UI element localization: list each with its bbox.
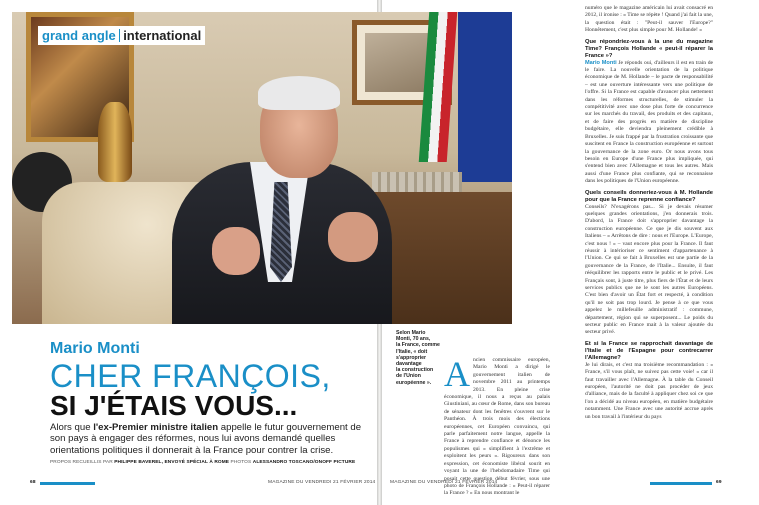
footer-left-magazine: MAGAZINE DU VENDREDI 21 FÉVRIER 2014 — [268, 480, 376, 485]
footer-right-magazine: MAGAZINE DU VENDREDI 21 FÉVRIER 2014 — [390, 480, 498, 485]
eu-flag — [458, 12, 512, 182]
body-column-intro: Ancien commissaire européen, Mario Monti a dirigé le gouvernement italien de novembre 2011 au printemps 2013. En pleine crise économique, il nous a reçus au palais Giustiniani, au cœur de Rome, dans son bureau de sénateur dont les fenêtres s'ouvrent sur le Panthéon. À trois mois des élections européennes, cet Européen convaincu, qui parle parfaitement notre langue, appelle la France à reprendre confiance et dénonce les populismes qui « simplifient à l'extrême et exploitent les peurs ». Rigoureux dans son expression, cet économiste libéral sourit en voyant la une de l'hebdomadaire Time qui posait cette question début février, sous une photo de François Hollande : « Peut-il réparer la France ? » En nous montrant le — [444, 354, 550, 497]
portrait-photo — [12, 12, 512, 324]
article-deck: Alors que l'ex-Premier ministre italien appelle le futur gouvernement de son pays à engager des réformes, nous lui avons demandé quelles orientations politiques il donnerait à la France pour contrer la crise. — [50, 422, 362, 456]
question-2: Quels conseils donneriez-vous à M. Hollande pour que la France reprenne confiance? — [585, 189, 713, 203]
footer-right: 69 — [716, 480, 722, 485]
vase — [98, 102, 132, 182]
section-label-secondary: international — [123, 28, 202, 43]
section-label — [38, 26, 205, 45]
section-label-primary: grand angle — [42, 28, 116, 43]
question-1: Que répondriez-vous à la une du magazine Time? François Hollande « peut-il réparer la France »? — [585, 38, 713, 59]
drop-cap: A — [444, 354, 470, 394]
section-label-divider — [119, 29, 121, 42]
body-column-interview: numéro que le magazine américain lui avait consacré en 2012, il ironise : « Time se répète ! Quand j'ai fait la une, la question était : "Peut-il sauver l'Europe?" Honnêtement, c'est plus simple pour M. Hollande! » Que répondriez-vous à la une du magazine Time? François Hollande « peut-il réparer la France »? Mario Monti Je réponds oui, d'ailleurs il est en train de le faire. La nouvelle orientation de la politique économique de M. Hollande – le pacte de responsabilité – est une ouverture intéressante vers une politique de l'offre. Si la France est capable d'avancer plus nettement dans les réformes structurelles, de stimuler la compétitivité avec une dose plus forte de concurrence sur les marchés du travail, des produits et des capitaux, et de faire des progrès en matière de discipline budgétaire, elle deviendra pleinement crédible à Bruxelles. Je suis frappé par la frustration croissante que suscitent en France la construction européenne et surtout la gouvernance de la zone euro. Or nous avons tous besoin en Europe d'une France plus impliquée, qui s'entend bien avec l'Allemagne et tous les autres. Mais aussi d'une France plus confiante, qui se reconnaisse dans les politiques de l'Union européenne. Quels conseils donneriez-vous à M. Hollande pour que la France reprenne confiance? Conseils? N'exagérons pas... Si je devais résumer quelques grandes orientations, j'en donnerais trois. D'abord, la France doit s'approprier davantage la construction européenne. Ce que je dis souvent aux Italiens – « Arrêtons de dire : nous et l'Europe. L'Europe, c'est nous ! » – vaut encore plus pour la France. Il faut réussir à intérioriser ce sentiment d'appartenance à l'Union. Ce qui se fait à Bruxelles est une partie de la gouvernance de la France, de l'Italie... Ensuite, il faut rééquilibrer les rapports entre le public et le privé. Les Français sont, à juste titre, plus fiers de l'État et de leurs services publics que ne le sont les autres Européens. C'est bien d'avoir un État fort et respecté, à condition qu'il ne soit pas trop lourd. Je pense à ce que vous appelez le millefeuille administratif : commune, département, région qui se superposent... Le poids du secteur public en France mait à la valeur ajoutée du secteur privé. Et si la France se rapprochait davantage de l'Italie et de l'Espagne pour contrecarrer l'Allemagne? Je lui dirais, et c'est ma troisième recommandation : « France, s'il vous plaît, ne suivez pas cette voie! » car il faut travailler avec l'Allemagne. À la table du Conseil européen, l'autorité ne doit pas procéder de jeux d'alliance, mais de la faculté à appliquer chez soi ce que l'on a décidé au niveau européen, en matière budgétaire notamment. Une France avec une autorité accrue après un bon travail à l'intérieur du pays — [585, 5, 713, 420]
article-kicker: Mario Monti — [50, 340, 140, 357]
headline-line-2: SI J'ÉTAIS VOUS... — [50, 390, 298, 421]
article-credits: PROPOS RECUEILLIS PAR PHILIPPE BAVEREL, ENVOYÉ SPÉCIAL À ROME PHOTOS ALESSANDRO TOSCANO/ONOFF PICTURE — [50, 460, 356, 465]
footer-accent-left — [40, 482, 95, 485]
question-3: Et si la France se rapprochait davantage de l'Italie et de l'Espagne pour contrecarrer l'Allemagne? — [585, 340, 713, 361]
footer-left: 68 — [30, 480, 36, 485]
footer-accent-right — [650, 482, 712, 485]
photo-caption: Selon Mario Monti, 70 ans, la France, comme l'Italie, « doit s'approprier davantage la construction de l'Union européenne ». — [396, 330, 440, 386]
headline-line-1: CHER FRANÇOIS, — [50, 358, 331, 394]
